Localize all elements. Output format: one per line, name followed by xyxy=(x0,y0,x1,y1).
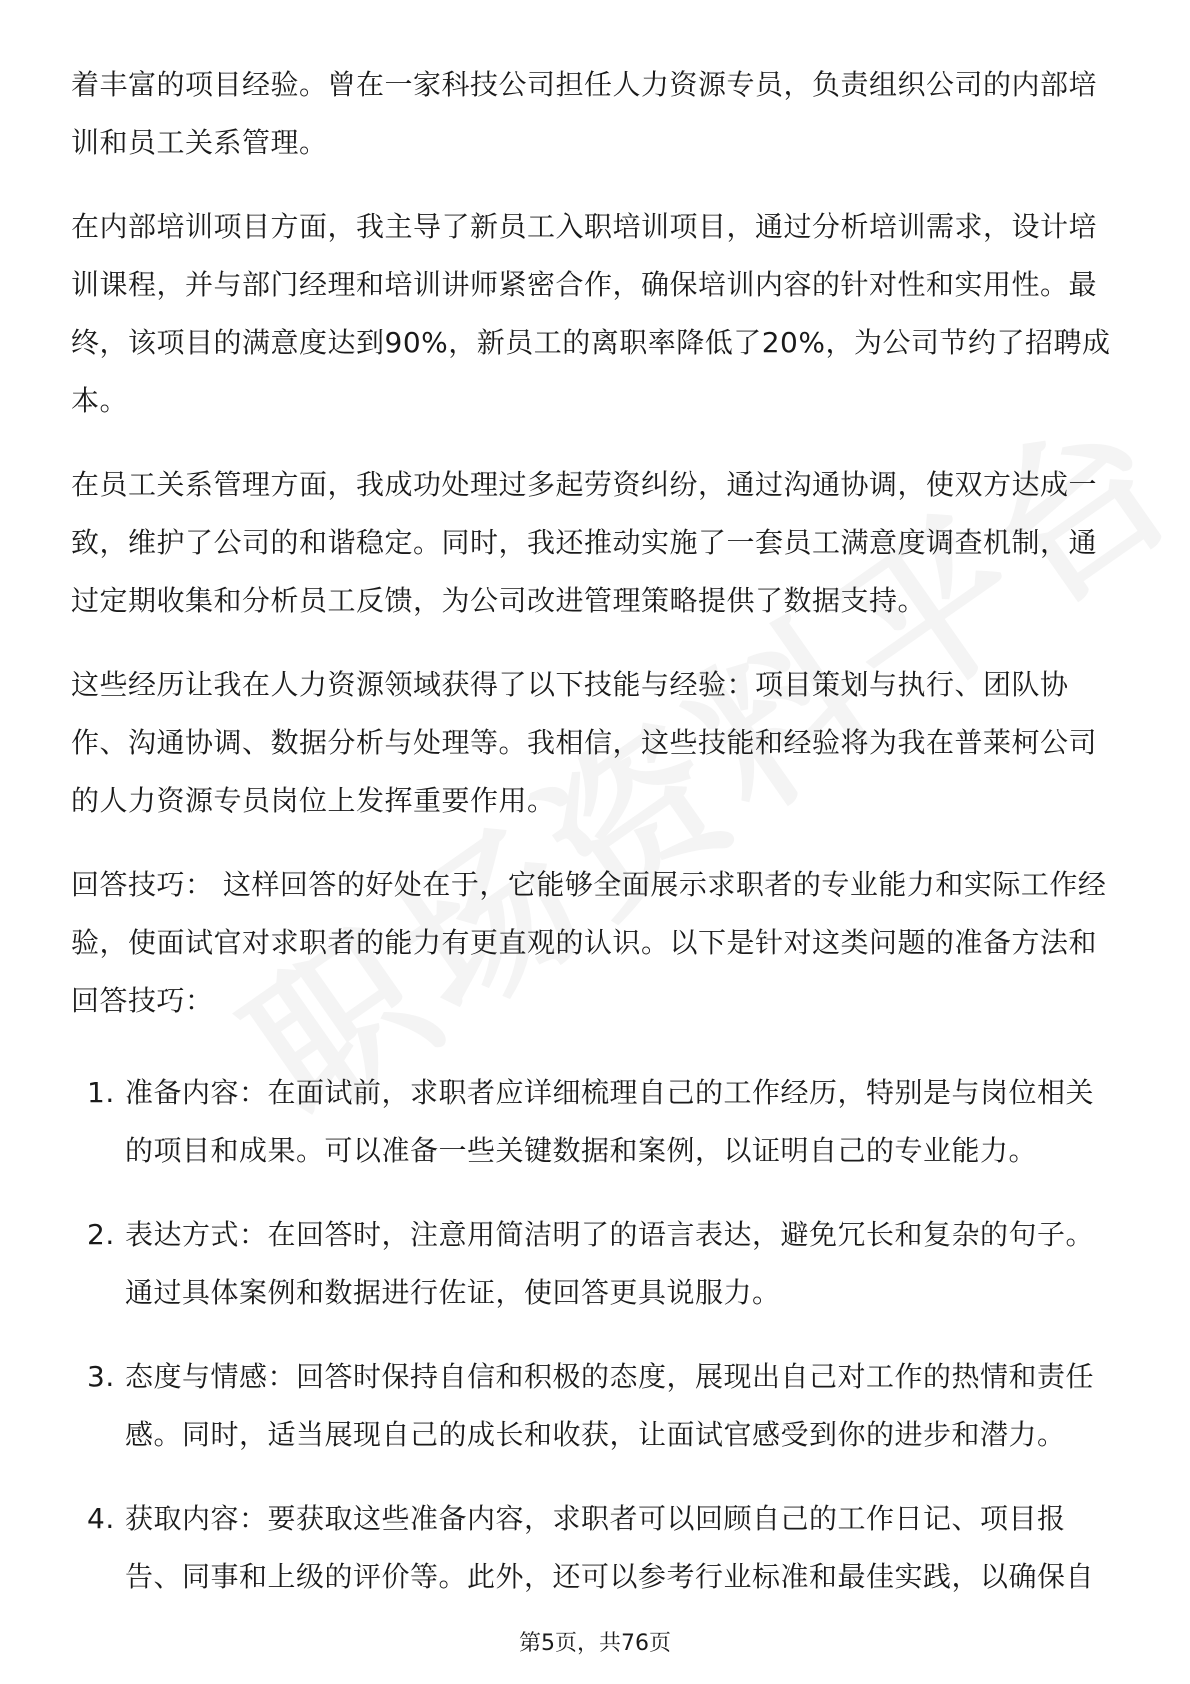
paragraph: 着丰富的项目经验。曾在一家科技公司担任人力资源专员，负责组织公司的内部培训和员工关系管理。 xyxy=(71,68,1098,159)
list-item-text: 准备内容：在面试前，求职者应详细梳理自己的工作经历，特别是与岗位相关的项目和成果。可以准备一些关键数据和案例，以证明自己的专业能力。 xyxy=(125,1076,1095,1167)
list-item-number: 1. xyxy=(87,1076,115,1109)
numbered-list xyxy=(71,1064,1121,1606)
paragraph: 在员工关系管理方面，我成功处理过多起劳资纠纷，通过沟通协调，使双方达成一致，维护了公司的和谐稳定。同时，我还推动实施了一套员工满意度调查机制，通过定期收集和分析员工反馈，为公司改进管理策略提供了数据支持。 xyxy=(71,468,1098,617)
paragraph: 回答技巧： 这样回答的好处在于，它能够全面展示求职者的专业能力和实际工作经验，使面试官对求职者的能力有更直观的认识。以下是针对这类问题的准备方法和回答技巧： xyxy=(71,868,1107,1017)
page-number: 第5页，共76页 xyxy=(519,1631,671,1656)
list-item-text: 获取内容：要获取这些准备内容，求职者可以回顾自己的工作日记、项目报告、同事和上级的评价等。此外，还可以参考行业标准和最佳实践，以确保自 xyxy=(125,1502,1095,1593)
document-body xyxy=(71,56,1121,1632)
list-item-text: 态度与情感：回答时保持自信和积极的态度，展现出自己对工作的热情和责任感。同时，适当展现自己的成长和收获，让面试官感受到你的进步和潜力。 xyxy=(125,1360,1095,1451)
list-item-text: 表达方式：在回答时，注意用简洁明了的语言表达，避免冗长和复杂的句子。通过具体案例和数据进行佐证，使回答更具说服力。 xyxy=(125,1218,1095,1309)
list-item xyxy=(71,1206,1121,1322)
list-item-number: 4. xyxy=(87,1502,115,1535)
paragraph: 在内部培训项目方面，我主导了新员工入职培训项目，通过分析培训需求，设计培训课程，并与部门经理和培训讲师紧密合作，确保培训内容的针对性和实用性。最终，该项目的满意度达到90%，新员工的离职率降低了20%，为公司节约了招聘成本。 xyxy=(71,210,1111,417)
list-item xyxy=(71,1064,1121,1180)
list-item xyxy=(71,1348,1121,1464)
paragraph: 这些经历让我在人力资源领域获得了以下技能与经验：项目策划与执行、团队协作、沟通协调、数据分析与处理等。我相信，这些技能和经验将为我在普莱柯公司的人力资源专员岗位上发挥重要作用。 xyxy=(71,668,1098,817)
list-item-number: 2. xyxy=(87,1218,115,1251)
list-item-number: 3. xyxy=(87,1360,115,1393)
list-item xyxy=(71,1490,1121,1606)
